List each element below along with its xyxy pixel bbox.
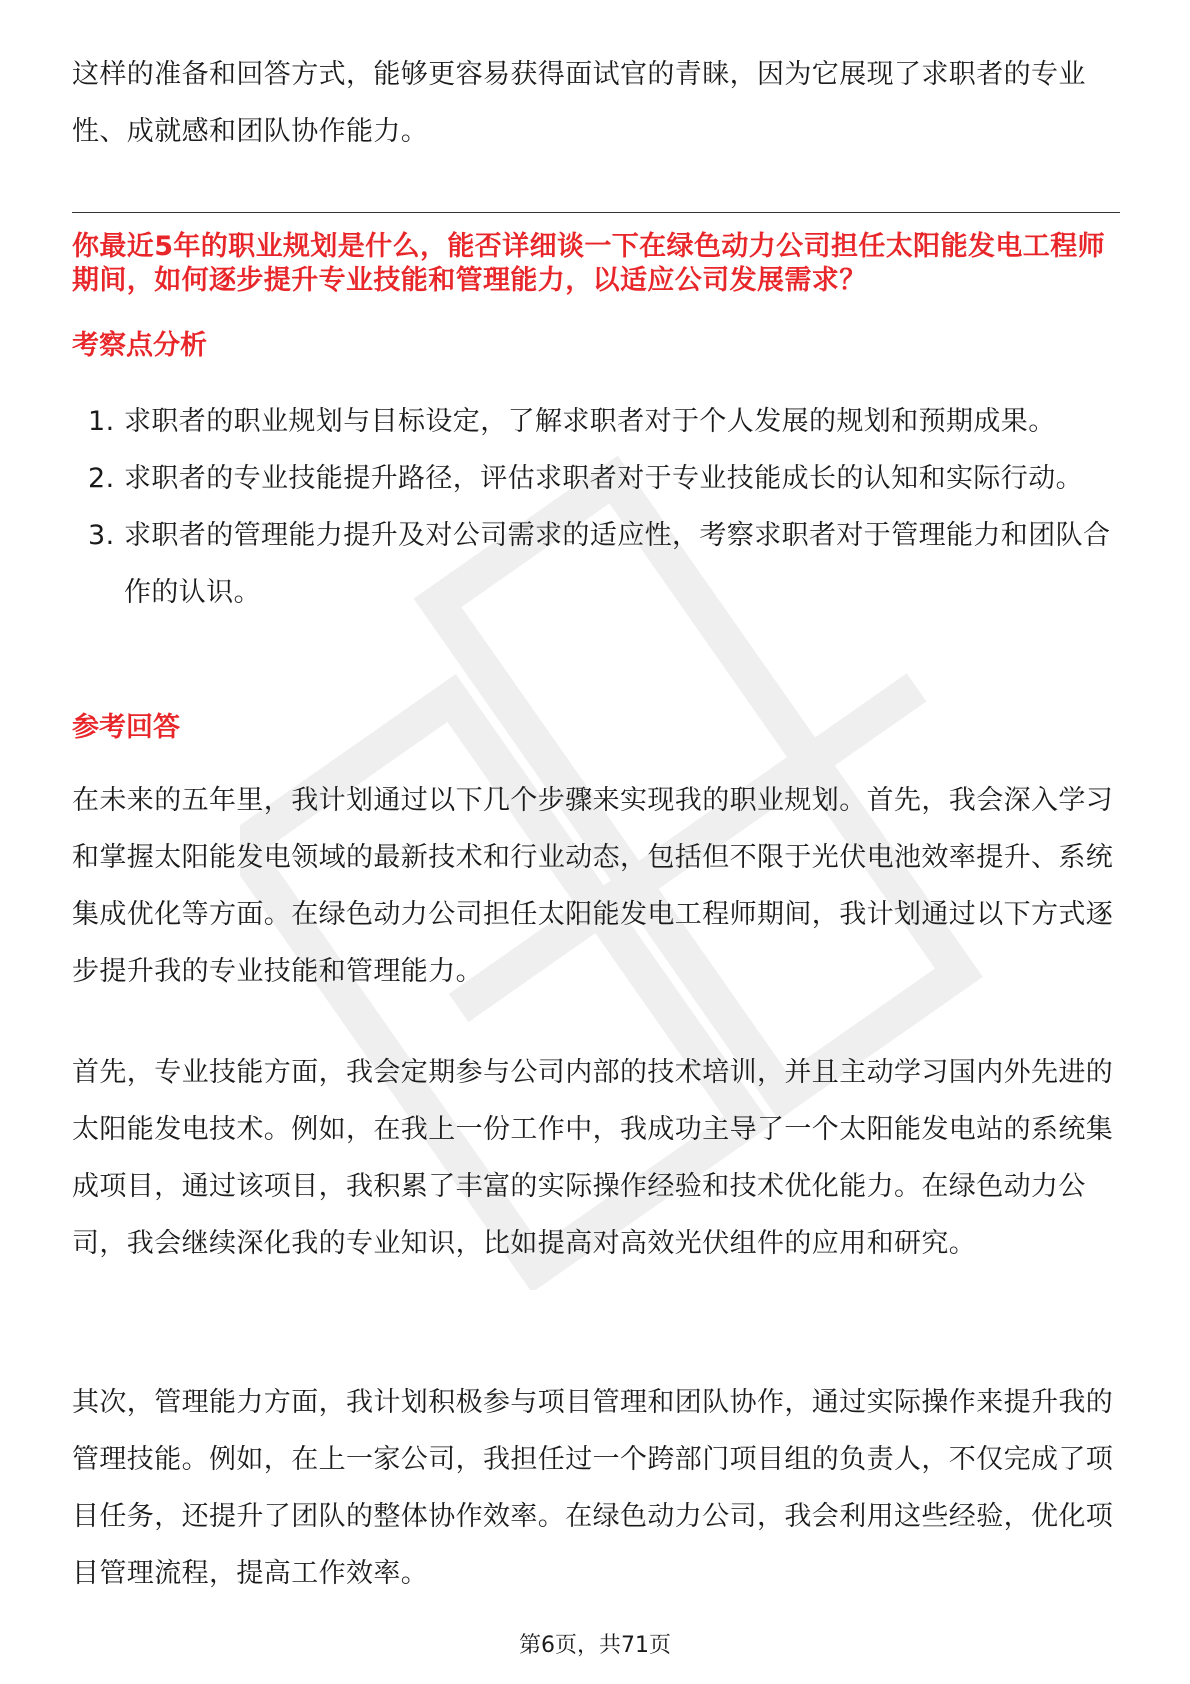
list-item xyxy=(72,450,1120,507)
list-item-number: 2. xyxy=(88,463,115,494)
answer-heading: 参考回答 xyxy=(72,712,180,743)
list-item-number: 1. xyxy=(88,406,115,437)
question-title: 你最近5年的职业规划是什么，能否详细谈一下在绿色动力公司担任太阳能发电工程师期间，如何逐步提升专业技能和管理能力，以适应公司发展需求？ xyxy=(72,231,1105,296)
list-item-text: 求职者的专业技能提升路径，评估求职者对于专业技能成长的认知和实际行动。 xyxy=(124,463,1083,494)
list-item-number: 3. xyxy=(88,520,115,551)
list-item xyxy=(72,393,1120,450)
list-item-text: 求职者的管理能力提升及对公司需求的适应性，考察求职者对于管理能力和团队合作的认识。 xyxy=(124,520,1111,608)
answer-paragraph: 其次，管理能力方面，我计划积极参与项目管理和团队协作，通过实际操作来提升我的管理技能。例如，在上一家公司，我担任过一个跨部门项目组的负责人，不仅完成了项目任务，还提升了团队的整体协作效率。在绿色动力公司，我会利用这些经验，优化项目管理流程，提高工作效率。 xyxy=(72,1387,1114,1589)
answer-paragraph: 首先，专业技能方面，我会定期参与公司内部的技术培训，并且主动学习国内外先进的太阳能发电技术。例如，在我上一份工作中，我成功主导了一个太阳能发电站的系统集成项目，通过该项目，我积累了丰富的实际操作经验和技术优化能力。在绿色动力公司，我会继续深化我的专业知识，比如提高对高效光伏组件的应用和研究。 xyxy=(72,1057,1114,1259)
analysis-heading: 考察点分析 xyxy=(72,330,207,361)
page-footer: 第6页，共71页 xyxy=(519,1633,671,1658)
list-item xyxy=(72,507,1120,621)
list-item-text: 求职者的职业规划与目标设定，了解求职者对于个人发展的规划和预期成果。 xyxy=(124,406,1056,437)
section-divider xyxy=(72,212,1120,213)
answer-paragraph: 在未来的五年里，我计划通过以下几个步骤来实现我的职业规划。首先，我会深入学习和掌握太阳能发电领域的最新技术和行业动态，包括但不限于光伏电池效率提升、系统集成优化等方面。在绿色动力公司担任太阳能发电工程师期间，我计划通过以下方式逐步提升我的专业技能和管理能力。 xyxy=(72,785,1114,987)
intro-paragraph: 这样的准备和回答方式，能够更容易获得面试官的青睐，因为它展现了求职者的专业性、成就感和团队协作能力。 xyxy=(72,59,1086,147)
analysis-list xyxy=(72,393,1120,621)
